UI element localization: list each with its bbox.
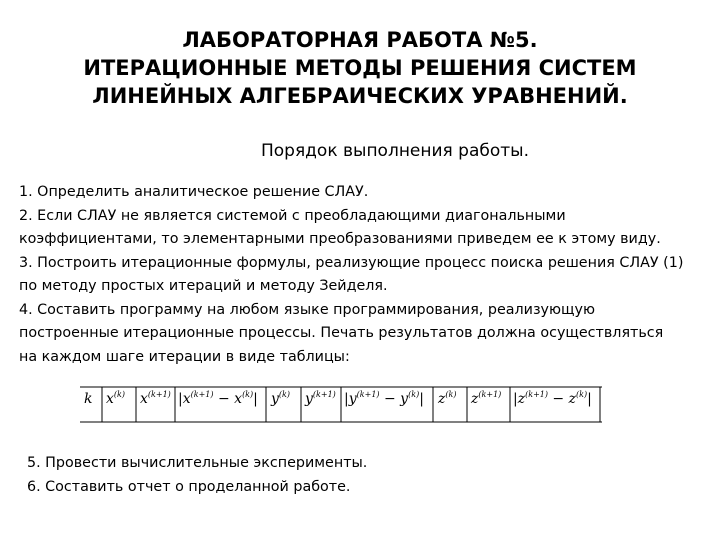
title-line-2: ИТЕРАЦИОННЫЕ МЕТОДЫ РЕШЕНИЯ СИСТЕМ — [83, 56, 637, 80]
header-x-k1: $x^{(k+1)}$ — [140, 390, 171, 407]
header-y-k1: $y^{(k+1)}$ — [305, 390, 336, 407]
header-z-k1: $z^{(k+1)}$ — [471, 390, 502, 407]
step-line: 4. Составить программу на любом языке программирования, реализующую — [19, 301, 596, 318]
step-line: коэффициентами, то элементарными преобразованиями приведем ее к этому виду. — [19, 231, 661, 247]
title-line-1: ЛАБОРАТОРНАЯ РАБОТА №5. — [182, 28, 538, 52]
step-line: построенные итерационные процессы. Печать результатов должна осуществляться — [19, 325, 664, 341]
header-y-k: $y^{(k)}$ — [271, 390, 291, 407]
step-line: 6. Составить отчет о проделанной работе. — [27, 478, 351, 495]
header-z-diff: $|z^{(k+1)} - z^{(k)}|$ — [513, 390, 592, 407]
step-line: 1. Определить аналитическое решение СЛАУ. — [19, 184, 369, 200]
header-y-diff: $|y^{(k+1)} - y^{(k)}|$ — [344, 390, 424, 407]
header-k: k — [84, 391, 93, 407]
iteration-table — [80, 383, 602, 426]
step-line: 5. Провести вычислительные эксперименты. — [27, 455, 368, 471]
header-x-diff: $|x^{(k+1)} - x^{(k)}|$ — [178, 390, 258, 407]
step-line: на каждом шаге итерации в виде таблицы: — [19, 348, 350, 365]
steps-after-list — [27, 452, 687, 499]
step-line: 2. Если СЛАУ не является системой с преобладающими диагональными — [19, 207, 566, 224]
step-line: по методу простых итераций и методу Зейделя. — [19, 278, 388, 294]
header-x-k: $x^{(k)}$ — [106, 390, 125, 407]
section-subtitle: Порядок выполнения работы. — [260, 141, 530, 161]
steps-list — [19, 181, 709, 369]
step-line: 3. Построить итерационные формулы, реализующие процесс поиска решения СЛАУ (1) — [19, 254, 684, 271]
header-z-k: $z^{(k)}$ — [438, 390, 457, 407]
iteration-table-svg — [80, 383, 602, 426]
page-title — [0, 26, 720, 110]
title-line-3: ЛИНЕЙНЫХ АЛГЕБРАИЧЕСКИХ УРАВНЕНИЙ. — [92, 84, 628, 108]
